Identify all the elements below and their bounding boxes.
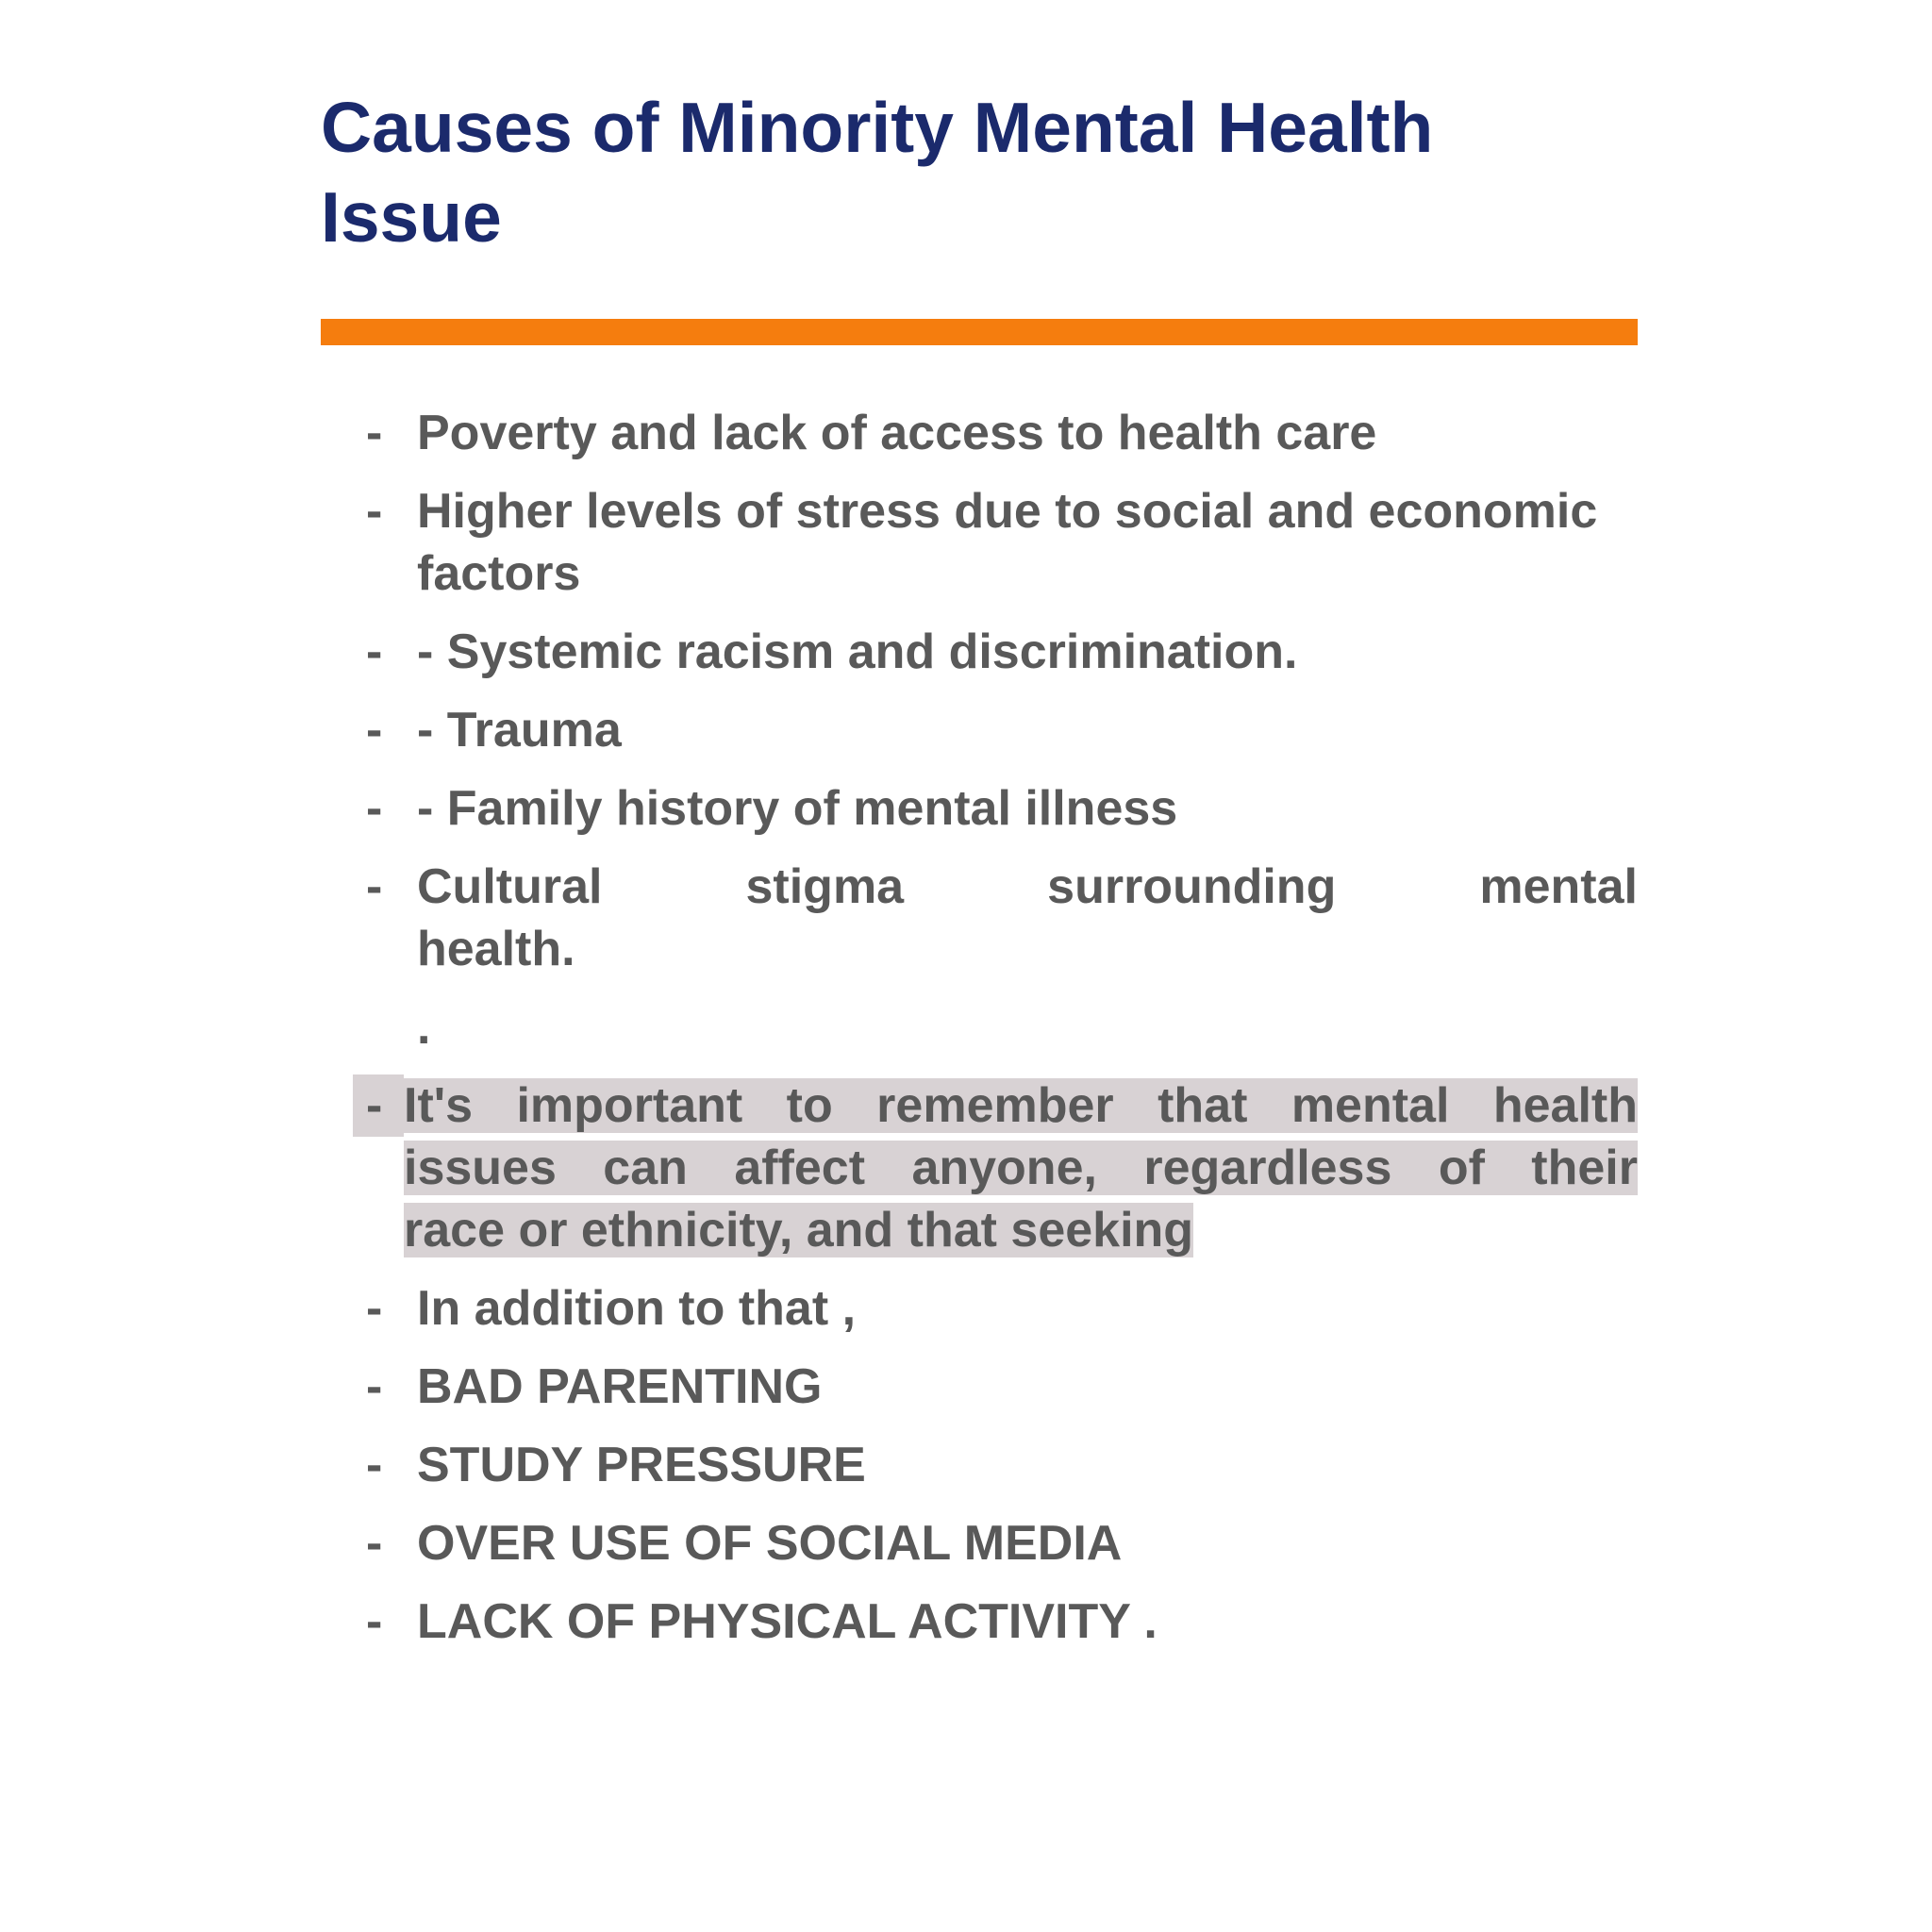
bullet-text [417, 480, 1638, 605]
highlighted-text: It's important to remember that mental health [404, 1078, 1638, 1133]
dash-bullet-marker: - [366, 1516, 383, 1571]
bullet-text-line: Cultural stigma surrounding mental [417, 859, 1638, 914]
bullet-text [404, 1074, 1638, 1261]
dash-bullet-marker: - [366, 859, 383, 914]
dash-bullet-marker: - [366, 781, 383, 836]
page-title: Causes of Minority Mental Health Issue [321, 88, 1434, 257]
bullet-text: OVER USE OF SOCIAL MEDIA [417, 1516, 1123, 1571]
dash-bullet-marker: - [366, 1281, 383, 1336]
bullet-list [366, 402, 1638, 1653]
bullet-item-social-media [366, 1512, 1638, 1574]
bullet-item-important-note-highlighted [366, 1074, 1638, 1261]
bullet-text: In addition to that , [417, 1281, 857, 1336]
bullet-text-line [404, 1137, 1638, 1199]
bullet-item-family-history [366, 777, 1638, 840]
bullet-text-line: Higher levels of stress due to social and economic [417, 484, 1598, 539]
dash-bullet-marker: - [366, 484, 383, 539]
bullet-text-line [404, 1199, 1638, 1261]
bullet-item-study-pressure [366, 1434, 1638, 1496]
bullet-item-bad-parenting [366, 1356, 1638, 1418]
bullet-item-trauma [366, 699, 1638, 761]
bullet-text-line: health. [417, 922, 575, 976]
bullet-text: - Systemic racism and discrimination. [417, 625, 1298, 679]
highlighted-text: issues can affect anyone, regardless of their [404, 1141, 1638, 1195]
bullet-text-line [404, 1074, 1638, 1137]
bullet-item-poverty [366, 402, 1638, 464]
bullet-text-line: factors [417, 546, 581, 601]
bullet-item-racism [366, 621, 1638, 683]
dash-bullet-marker: - [366, 1594, 383, 1649]
divider-rule [321, 319, 1638, 345]
bullet-text: Poverty and lack of access to health care [417, 406, 1377, 460]
bullet-text: - Family history of mental illness [417, 781, 1178, 836]
dash-bullet-marker: - [366, 1359, 383, 1414]
bullet-text: STUDY PRESSURE [417, 1438, 866, 1492]
dash-bullet-marker: - [366, 625, 383, 679]
dash-bullet-marker: - [366, 406, 383, 460]
bullet-text: . [417, 1000, 431, 1055]
bullet-text: LACK OF PHYSICAL ACTIVITY . [417, 1594, 1158, 1649]
dash-bullet-marker: - [366, 703, 383, 758]
dash-bullet-marker: - [353, 1074, 404, 1137]
highlighted-text: race or ethnicity, and that seeking [404, 1203, 1194, 1257]
bullet-text: BAD PARENTING [417, 1359, 823, 1414]
bullet-item-in-addition [366, 1277, 1638, 1340]
bullet-item-physical-activity [366, 1591, 1638, 1653]
bullet-item-period [366, 996, 1638, 1058]
dash-bullet-marker: - [366, 1438, 383, 1492]
bullet-text: - Trauma [417, 703, 622, 758]
bullet-text [417, 856, 1638, 980]
bullet-item-cultural-stigma [366, 856, 1638, 980]
slide-content-area [321, 83, 1638, 1669]
bullet-item-stress [366, 480, 1638, 605]
